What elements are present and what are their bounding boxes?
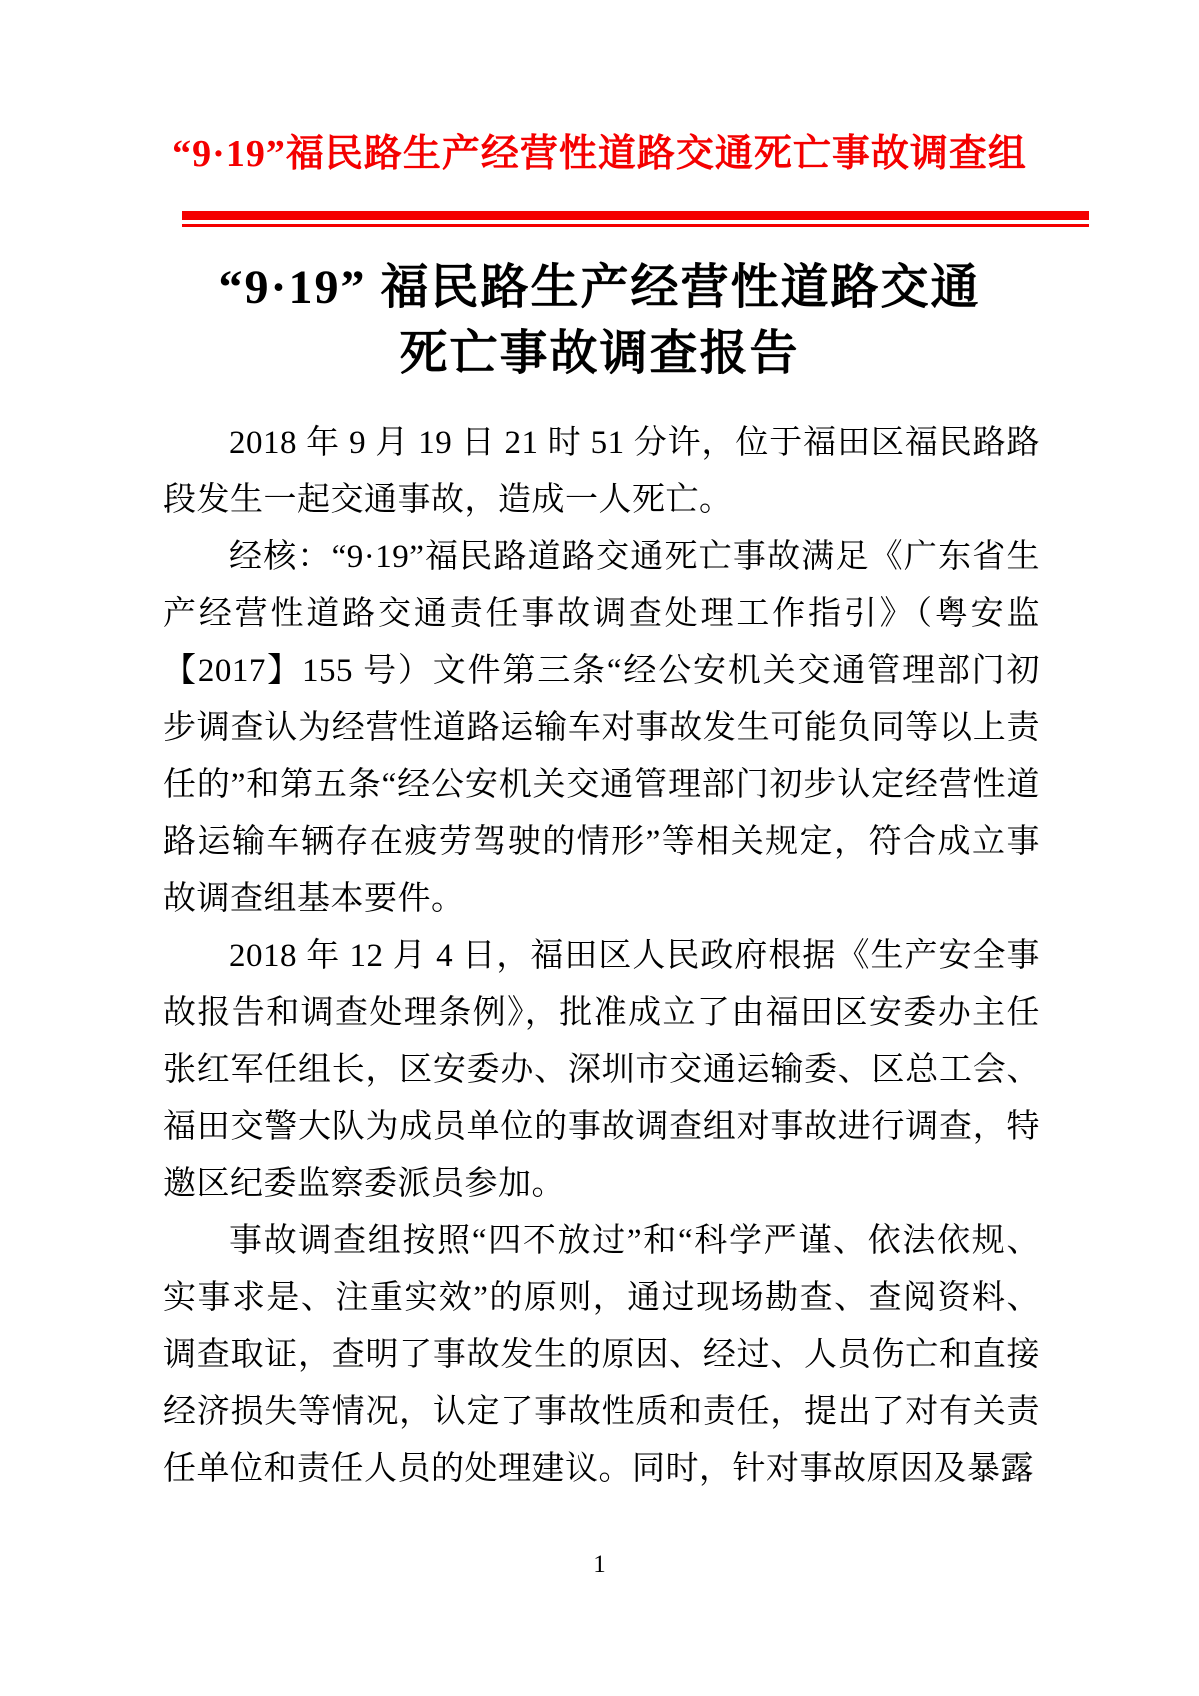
- divider-thin-bar: [182, 224, 1089, 227]
- body-paragraph: 2018 年 9 月 19 日 21 时 51 分许，位于福田区福民路路段发生一起交通事故，造成一人死亡。: [163, 425, 1040, 518]
- body-paragraph: 经核：“9·19”福民路道路交通死亡事故满足《广东省生产经营性道路交通责任事故调查处理工作指引》（粤安监【2017】155 号）文件第三条“经公安机关交通管理部门初步调查认为经营性道路运输车对事故发生可能负同等以上责任的”和第五条“经公安机关交通管理部门初步认定经营性道路运输车辆存在疲劳驾驶的情形”等相关规定，符合成立事故调查组基本要件。: [163, 539, 1040, 917]
- divider-thick-bar: [182, 211, 1089, 220]
- report-title: [0, 255, 1199, 387]
- body-paragraph: 2018 年 12 月 4 日，福田区人民政府根据《生产安全事故报告和调查处理条例》，批准成立了由福田区安委办主任张红军任组长，区安委办、深圳市交通运输委、区总工会、福田交警大队为成员单位的事故调查组对事故进行调查，特邀区纪委监察委派员参加。: [163, 938, 1040, 1202]
- page-number: 1: [593, 1551, 606, 1578]
- body-paragraph: 事故调查组按照“四不放过”和“科学严谨、依法依规、实事求是、注重实效”的原则，通过现场勘查、查阅资料、调查取证，查明了事故发生的原因、经过、人员伤亡和直接经济损失等情况，认定了事故性质和责任，提出了对有关责任单位和责任人员的处理建议。同时，针对事故原因及暴露: [163, 1223, 1040, 1487]
- report-title-line1: “9·19” 福民路生产经营性道路交通: [218, 261, 981, 314]
- red-divider: [182, 211, 1089, 227]
- report-body: [163, 415, 1040, 1498]
- report-title-line2: 死亡事故调查报告: [399, 327, 800, 380]
- header-banner: “9·19”福民路生产经营性道路交通死亡事故调查组: [172, 133, 1027, 175]
